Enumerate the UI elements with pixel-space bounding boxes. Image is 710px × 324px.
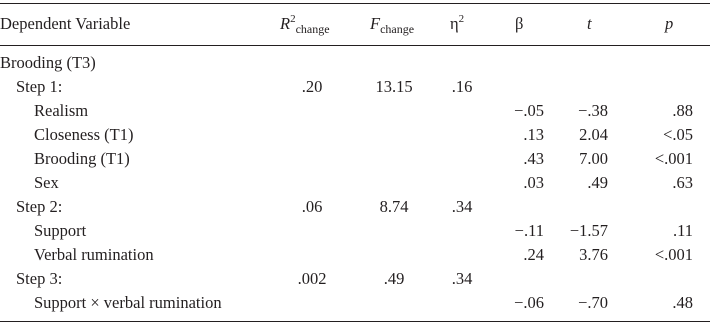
cell-label: Support × verbal rumination xyxy=(34,293,222,312)
table-row xyxy=(0,147,710,171)
header-eta-squared xyxy=(450,12,464,38)
cell-eta: .16 xyxy=(451,77,473,96)
header-p: p xyxy=(665,14,674,33)
cell-f: 8.74 xyxy=(379,197,409,216)
table-row xyxy=(0,195,710,219)
cell-p: .11 xyxy=(672,221,693,240)
table-row xyxy=(0,219,710,243)
cell-label: Verbal rumination xyxy=(34,245,154,264)
cell-label: Step 1: xyxy=(16,77,63,96)
table-row xyxy=(0,171,710,195)
header-r2-change xyxy=(280,12,330,38)
cell-beta: .43 xyxy=(523,149,544,168)
cell-beta: .03 xyxy=(523,173,544,192)
cell-label: Realism xyxy=(34,101,89,120)
f-symbol: F xyxy=(370,14,381,33)
eta-symbol: η xyxy=(450,14,459,33)
header-t: t xyxy=(587,14,592,33)
cell-label: Brooding (T1) xyxy=(34,149,130,168)
cell-t: 3.76 xyxy=(579,245,608,264)
f-subscript: change xyxy=(380,22,415,36)
cell-r2: .06 xyxy=(301,197,323,216)
header-f-change xyxy=(370,12,414,37)
cell-p: <.001 xyxy=(654,245,693,264)
cell-p: .48 xyxy=(672,293,693,312)
cell-label: Step 3: xyxy=(16,269,63,288)
cell-label: Brooding (T3) xyxy=(0,53,96,72)
table-row xyxy=(0,75,710,99)
cell-p: .63 xyxy=(672,173,693,192)
table-header xyxy=(0,10,710,36)
cell-beta: −.06 xyxy=(514,293,544,312)
cell-eta: .34 xyxy=(451,197,473,216)
cell-label: Closeness (T1) xyxy=(34,125,134,144)
r2-subscript: change xyxy=(295,22,330,36)
table-top-rule xyxy=(0,3,710,4)
table-bottom-rule xyxy=(0,321,710,322)
table-row xyxy=(0,123,710,147)
header-beta: β xyxy=(515,14,524,33)
r2-symbol: R xyxy=(280,14,291,33)
cell-t: −.38 xyxy=(578,101,608,120)
cell-p: <.05 xyxy=(663,125,693,144)
header-dependent-variable: Dependent Variable xyxy=(0,14,131,33)
table-row xyxy=(0,51,710,75)
table-row xyxy=(0,243,710,267)
cell-r2: .002 xyxy=(297,269,327,288)
eta-superscript: 2 xyxy=(458,13,465,25)
table-row xyxy=(0,267,710,291)
table-row xyxy=(0,99,710,123)
cell-f: 13.15 xyxy=(375,77,413,96)
cell-f: .49 xyxy=(383,269,405,288)
cell-r2: .20 xyxy=(301,77,323,96)
cell-t: .49 xyxy=(587,173,608,192)
cell-label: Sex xyxy=(34,173,59,192)
cell-t: −.70 xyxy=(578,293,608,312)
cell-t: 2.04 xyxy=(579,125,608,144)
cell-beta: −.11 xyxy=(514,221,544,240)
r2-superscript: 2 xyxy=(290,13,296,25)
cell-t: −1.57 xyxy=(569,221,608,240)
cell-t: 7.00 xyxy=(579,149,608,168)
cell-p: .88 xyxy=(672,101,693,120)
cell-beta: .24 xyxy=(523,245,544,264)
table-header-rule xyxy=(0,45,710,46)
cell-beta: −.05 xyxy=(514,101,544,120)
cell-label: Step 2: xyxy=(16,197,63,216)
cell-eta: .34 xyxy=(451,269,473,288)
cell-p: <.001 xyxy=(654,149,693,168)
table-row xyxy=(0,291,710,315)
cell-beta: .13 xyxy=(523,125,544,144)
cell-label: Support xyxy=(34,221,87,240)
